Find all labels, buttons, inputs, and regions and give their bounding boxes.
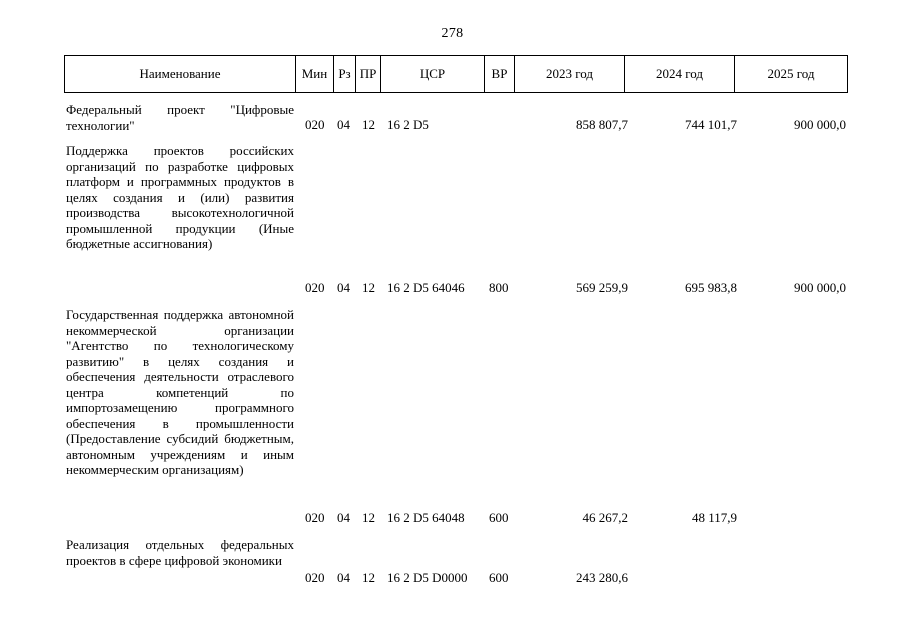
- row-vr: 800: [489, 280, 509, 295]
- row-year-2023: 243 280,6: [576, 570, 628, 585]
- header-year-2024: 2024 год: [625, 56, 735, 93]
- table-header: [64, 55, 848, 93]
- row-min: 020: [305, 117, 325, 132]
- row-year-2023: 569 259,9: [576, 280, 628, 295]
- row-min: 020: [305, 280, 325, 295]
- row-rz: 04: [337, 280, 350, 295]
- row-year-2025: 900 000,0: [794, 117, 846, 132]
- row-rz: 04: [337, 570, 350, 585]
- row-pr: 12: [362, 117, 375, 132]
- table-row: [0, 537, 905, 587]
- row-vr: 600: [489, 570, 509, 585]
- row-name: Реализация отдельных федеральных проектов в сфере цифровой экономики: [66, 537, 294, 568]
- row-csr: 16 2 D5 D0000: [387, 570, 468, 585]
- row-year-2024: 744 101,7: [685, 117, 737, 132]
- table-row: [0, 102, 905, 138]
- row-rz: 04: [337, 117, 350, 132]
- row-min: 020: [305, 510, 325, 525]
- row-rz: 04: [337, 510, 350, 525]
- table-row: [0, 143, 905, 303]
- row-pr: 12: [362, 510, 375, 525]
- header-pr: ПР: [356, 56, 381, 93]
- row-pr: 12: [362, 280, 375, 295]
- header-vr: ВР: [485, 56, 515, 93]
- page-number: 278: [441, 26, 464, 41]
- row-year-2023: 46 267,2: [582, 510, 628, 525]
- header-min: Мин: [296, 56, 334, 93]
- row-name: Поддержка проектов российских организаций по разработке цифровых платформ и программных продуктов в целях создания и (или) развития производства высокотехнологичной промышленной продукции (Иные бюджетные ассигнования): [66, 143, 294, 251]
- row-csr: 16 2 D5 64046: [387, 280, 465, 295]
- row-year-2025: 900 000,0: [794, 280, 846, 295]
- row-min: 020: [305, 570, 325, 585]
- row-name: Федеральный проект "Цифровые технологии": [66, 102, 294, 133]
- row-year-2023: 858 807,7: [576, 117, 628, 132]
- row-csr: 16 2 D5: [387, 117, 429, 132]
- row-vr: 600: [489, 510, 509, 525]
- header-name: Наименование: [65, 56, 296, 93]
- row-pr: 12: [362, 570, 375, 585]
- row-csr: 16 2 D5 64048: [387, 510, 465, 525]
- row-name: Государственная поддержка автономной некоммерческой организации "Агентство по технологическому развитию" в целях создания и обеспечения деятельности отраслевого центра компетенций по импортозамещению программного обеспечения в промышленности (Предоставление субсидий бюджетным, автономным учреждениям и иным некоммерческим организациям): [66, 307, 294, 477]
- header-rz: Рз: [334, 56, 356, 93]
- table-row: [0, 307, 905, 527]
- header-year-2023: 2023 год: [515, 56, 625, 93]
- row-year-2024: 695 983,8: [685, 280, 737, 295]
- header-csr: ЦСР: [381, 56, 485, 93]
- row-year-2024: 48 117,9: [691, 510, 737, 525]
- header-year-2025: 2025 год: [735, 56, 848, 93]
